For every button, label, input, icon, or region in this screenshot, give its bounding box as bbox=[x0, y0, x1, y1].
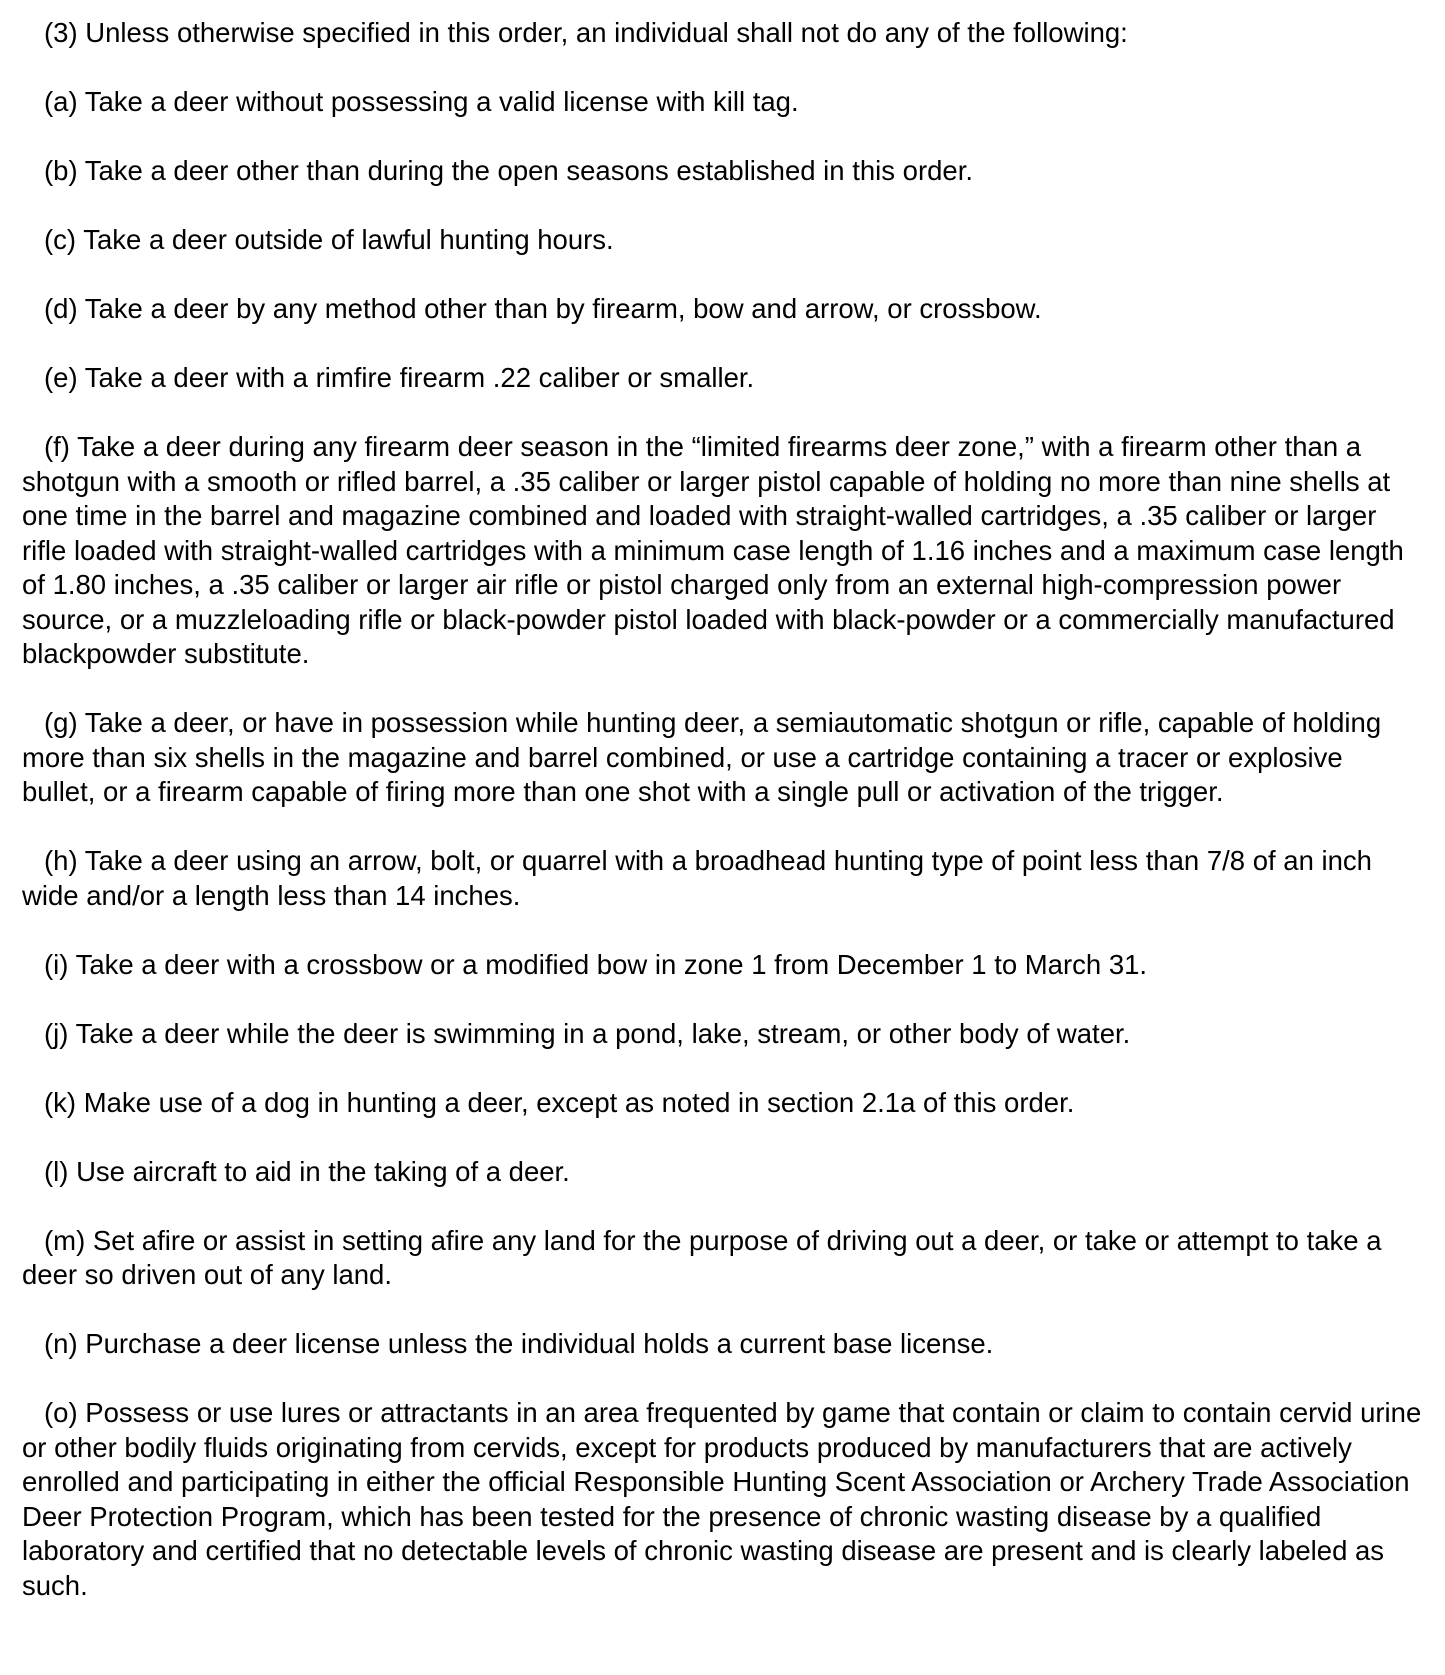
paragraph-j: (j) Take a deer while the deer is swimming in a pond, lake, stream, or other body of water. bbox=[44, 1017, 1131, 1049]
paragraph-m: (m) Set afire or assist in setting afire any land for the purpose of driving out a deer, or take or attempt to take a deer so driven out of any land. bbox=[22, 1224, 1382, 1290]
paragraph-b: (b) Take a deer other than during the open seasons established in this order. bbox=[44, 155, 973, 186]
paragraph-h: (h) Take a deer using an arrow, bolt, or quarrel with a broadhead hunting type of point less than 7/8 of an inch wide and/or a length less than 14 inches. bbox=[22, 845, 1372, 911]
paragraph-l: (l) Use aircraft to aid in the taking of a deer. bbox=[44, 1155, 570, 1187]
paragraph-f: (f) Take a deer during any firearm deer season in the “limited firearms deer zone,” with a firearm other than a shotgun with a smooth or rifled barrel, a .35 caliber or larger pistol capable of holding no more than nine shells at one time in the barrel and magazine combined and loaded with straight-walled cartridges, a .35 caliber or larger rifle loaded with straight-walled cartridges with a minimum case length of 1.16 inches and a maximum case length of 1.80 inches, a .35 caliber or larger air rifle or pistol charged only from an external high-compression power source, or a muzzleloading rifle or black-powder pistol loaded with black-powder or a commercially manufactured blackpowder substitute. bbox=[22, 431, 1404, 669]
paragraph-o: (o) Possess or use lures or attractants in an area frequented by game that contain or claim to contain cervid urine or other bodily fluids originating from cervids, except for products produced by manufacturers that are actively enrolled and participating in either the official Responsible Hunting Scent Association or Archery Trade Association Deer Protection Program, which has been tested for the presence of chronic wasting disease by a qualified laboratory and certified that no detectable levels of chronic wasting disease are present and is clearly labeled as such. bbox=[22, 1397, 1422, 1601]
paragraph-n: (n) Purchase a deer license unless the individual holds a current base license. bbox=[44, 1328, 994, 1359]
paragraph-g: (g) Take a deer, or have in possession while hunting deer, a semiautomatic shotgun or rifle, capable of holding more than six shells in the magazine and barrel combined, or use a cartridge containing a tracer or explosive bullet, or a firearm capable of firing more than one shot with a single pull or activation of the trigger. bbox=[22, 707, 1382, 807]
paragraph-3-intro: (3) Unless otherwise specified in this order, an individual shall not do any of the following: bbox=[44, 17, 1128, 48]
paragraph-a: (a) Take a deer without possessing a valid license with kill tag. bbox=[44, 86, 799, 117]
paragraph-d: (d) Take a deer by any method other than by firearm, bow and arrow, or crossbow. bbox=[44, 293, 1042, 324]
paragraph-i: (i) Take a deer with a crossbow or a modified bow in zone 1 from December 1 to March 31. bbox=[44, 948, 1148, 980]
paragraph-c: (c) Take a deer outside of lawful hunting hours. bbox=[44, 224, 614, 255]
paragraph-k: (k) Make use of a dog in hunting a deer, except as noted in section 2.1a of this order. bbox=[44, 1086, 1075, 1118]
paragraph-e: (e) Take a deer with a rimfire firearm .22 caliber or smaller. bbox=[44, 362, 755, 393]
